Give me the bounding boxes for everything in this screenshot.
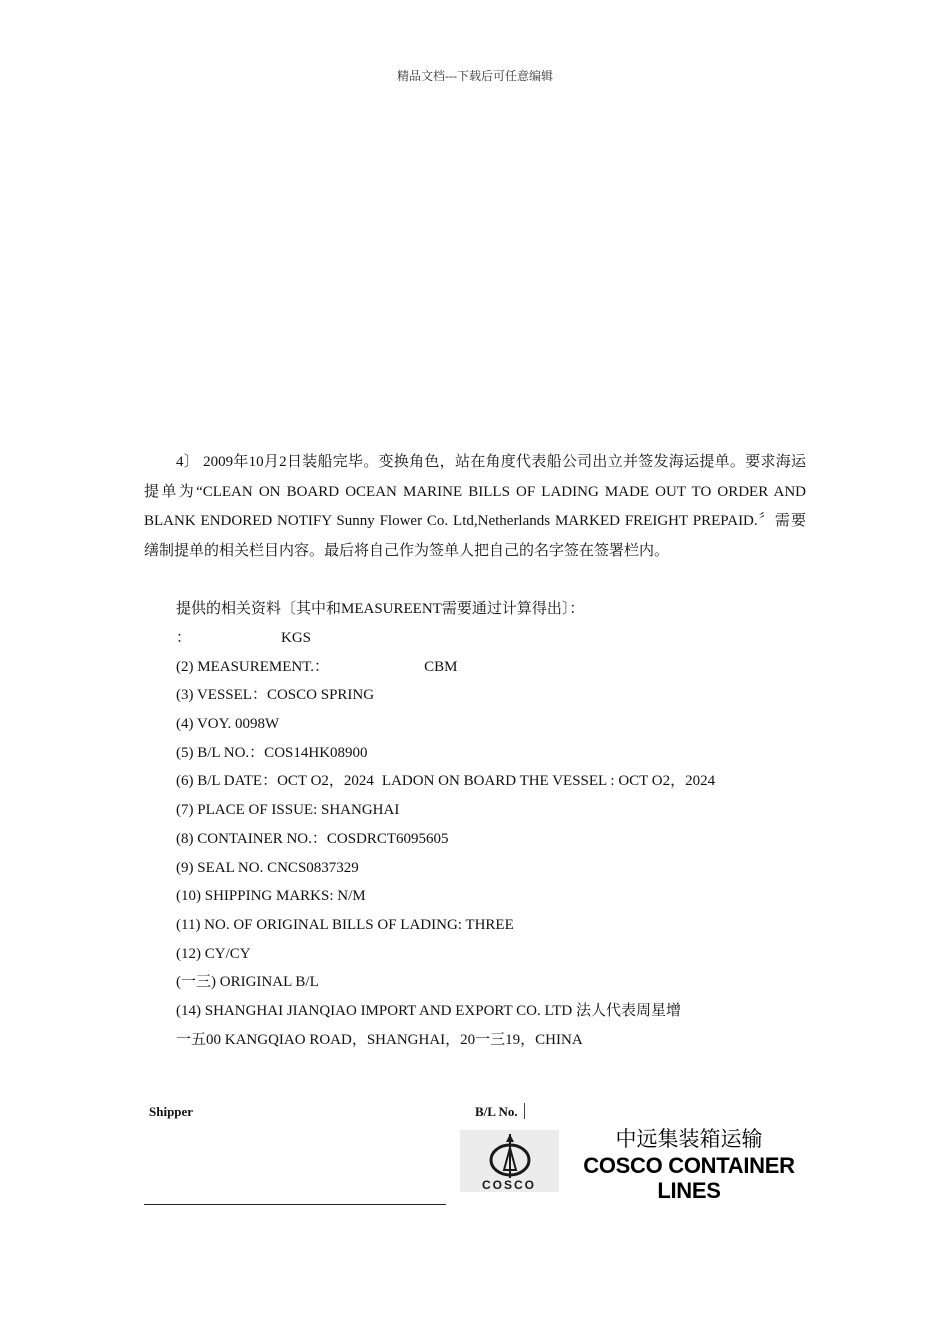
- measurement-label: (2) MEASUREMENT.：: [176, 658, 330, 675]
- brand-chinese: 中远集装箱运输: [615, 1128, 763, 1151]
- bill-of-lading-header: [144, 1100, 806, 1220]
- list-item-bl-date: [176, 767, 715, 796]
- svg-text:COSCO: COSCO: [481, 1178, 537, 1192]
- bl-no-cursor: [524, 1103, 525, 1119]
- shipper-label: Shipper: [149, 1104, 194, 1119]
- list-item-vessel: (3) VESSEL：COSCO SPRING: [176, 687, 375, 704]
- weight-prefix: ：: [176, 630, 192, 646]
- list-item-address: 一五00 KANGQIAO ROAD，SHANGHAI，20一三19，CHINA: [176, 1031, 583, 1048]
- laden-on-board: LADON ON BOARD THE VESSEL : OCT O2，2024: [381, 773, 716, 790]
- list-item-seal: (9) SEAL NO. CNCS0837329: [176, 859, 359, 876]
- info-list: [176, 624, 715, 1054]
- list-item-voy: (4) VOY. 0098W: [176, 716, 280, 733]
- brand-english-line1: COSCO CONTAINER: [583, 1153, 795, 1178]
- bl-date: (6) B/L DATE：OCT O2，2024: [176, 773, 374, 790]
- cosco-logo-icon: [460, 1130, 559, 1192]
- brand-block: [574, 1126, 804, 1203]
- list-item-marks: (10) SHIPPING MARKS: N/M: [176, 888, 366, 905]
- measurement-unit: CBM: [424, 658, 458, 675]
- data-note: 提供的相关资料〔其中和MEASUREENT需要通过计算得出〕：: [176, 601, 585, 617]
- list-item-place: (7) PLACE OF ISSUE: SHANGHAI: [176, 802, 400, 819]
- list-item-measurement: [176, 653, 715, 682]
- brand-english-line2: LINES: [657, 1178, 721, 1203]
- cosco-logo: [460, 1130, 559, 1192]
- weight-unit: KGS: [281, 630, 312, 646]
- shipper-field-line[interactable]: [144, 1204, 446, 1205]
- list-item-original-bl: (一三) ORIGINAL B/L: [176, 974, 319, 991]
- list-item-company: (14) SHANGHAI JIANQIAO IMPORT AND EXPORT CO. LTD 法人代表周星增: [176, 1002, 682, 1019]
- page-header: 精品文档---下载后可任意编辑: [397, 69, 553, 83]
- list-item-weight: [176, 624, 715, 653]
- instruction-paragraph: 4〕 2009年10月2日装船完毕。变换角色，站在角度代表船公司出立并签发海运提单。要求海运提单为“CLEAN ON BOARD OCEAN MARINE BILLS OF LADING MADE OUT TO ORDER AND BLANK ENDORED NOTIFY Sunny Flower Co. Ltd,Netherlands MARKED FREIGHT PREPAID.〞需要缮制提单的相关栏目内容。最后将自己作为签单人把自己的名字签在签署栏内。: [144, 454, 806, 559]
- list-item-bl-no: (5) B/L NO.：COS14HK08900: [176, 744, 368, 761]
- list-item-cycy: (12) CY/CY: [176, 945, 251, 962]
- list-item-container: (8) CONTAINER NO.：COSDRCT6095605: [176, 830, 449, 847]
- bl-no-label: B/L No.: [475, 1104, 518, 1119]
- list-item-originals: (11) NO. OF ORIGINAL BILLS OF LADING: THREE: [176, 916, 514, 933]
